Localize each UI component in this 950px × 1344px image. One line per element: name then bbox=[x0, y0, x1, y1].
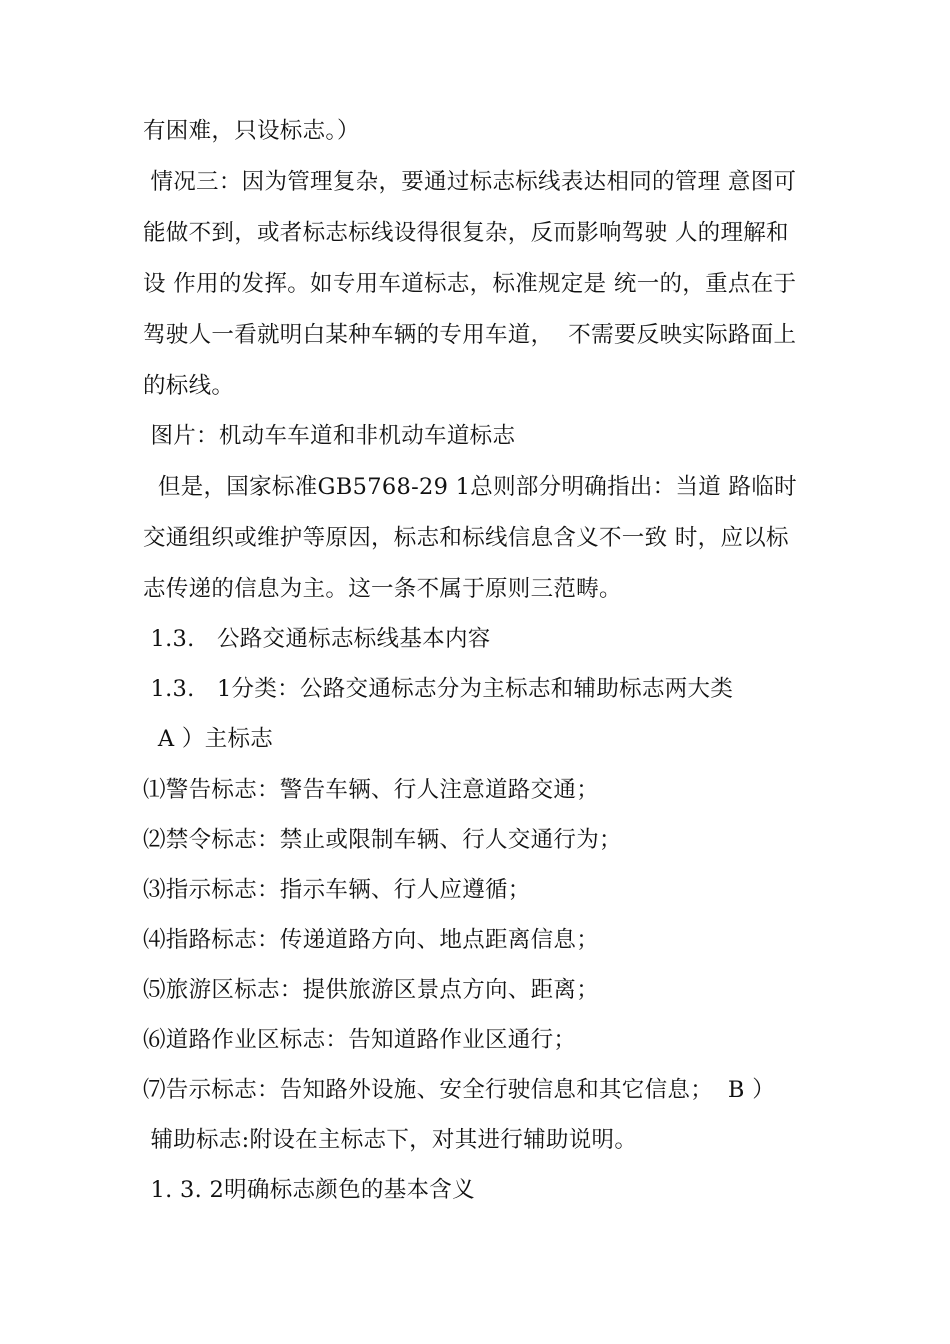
list-item: ⑹道路作业区标志：告知道路作业区通行； bbox=[143, 1027, 577, 1053]
section-heading: 1.3. 公路交通标志标线基本内容 bbox=[143, 626, 491, 652]
text-line: 情况三：因为管理复杂，要通过标志标线表达相同的管理 意图可 bbox=[143, 169, 797, 195]
figure-caption: 图片：机动车车道和非机动车道标志 bbox=[143, 423, 516, 449]
subsection-heading: 1. 3. 2明确标志颜色的基本含义 bbox=[143, 1177, 475, 1203]
subsection-heading: 1.3. 1分类：公路交通标志分为主标志和辅助标志两大类 bbox=[143, 676, 734, 702]
text-line: 的标线。 bbox=[143, 373, 235, 399]
list-item: ⑴警告标志：警告车辆、行人注意道路交通； bbox=[143, 777, 600, 803]
list-item: ⑵禁令标志：禁止或限制车辆、行人交通行为； bbox=[143, 827, 622, 853]
list-item: ⑷指路标志：传递道路方向、地点距离信息； bbox=[143, 927, 600, 953]
text-line: 志传递的信息为主。这一条不属于原则三范畴。 bbox=[143, 576, 622, 602]
list-item: ⑺告示标志：告知路外设施、安全行驶信息和其它信息； B ） bbox=[143, 1077, 775, 1103]
text-line: 但是，国家标准GB5768-29 1总则部分明确指出：当道 路临时 bbox=[143, 474, 797, 500]
text-line: 辅助标志:附设在主标志下，对其进行辅助说明。 bbox=[143, 1127, 638, 1153]
text-line: 能做不到，或者标志标线设得很复杂，反而影响驾驶 人的理解和 bbox=[143, 220, 789, 246]
text-line: 交通组织或维护等原因，标志和标线信息含义不一致 时，应以标 bbox=[143, 525, 789, 551]
list-item: ⑸旅游区标志：提供旅游区景点方向、距离； bbox=[143, 977, 600, 1003]
text-line: 驾驶人一看就明白某种车辆的专用车道， 不需要反映实际路面上 bbox=[143, 322, 797, 348]
text-line: 有困难，只设标志。） bbox=[143, 118, 360, 144]
list-item: ⑶指示标志：指示车辆、行人应遵循； bbox=[143, 877, 531, 903]
list-heading: A ）主标志 bbox=[143, 726, 274, 752]
text-line: 设 作用的发挥。如专用车道标志，标准规定是 统一的，重点在于 bbox=[143, 271, 797, 297]
